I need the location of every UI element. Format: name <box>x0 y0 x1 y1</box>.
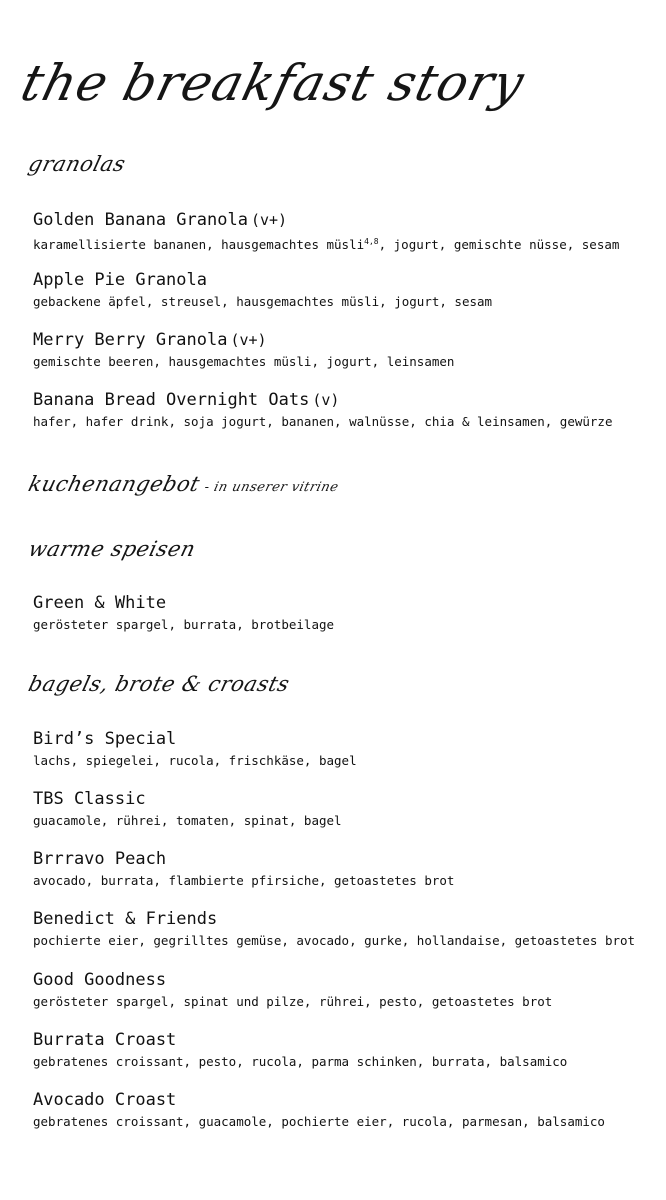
menu-item-benedict-and-friends <box>33 909 635 950</box>
item-desc: pochierte eier, gegrilltes gemüse, avocado, gurke, hollandaise, getoastetes brot <box>33 933 636 948</box>
item-name: Apple Pie Granola <box>33 270 207 290</box>
section-heading-bagels: bagels, brote & croasts <box>26 672 293 696</box>
item-name: Burrata Croast <box>33 1030 177 1050</box>
item-name: Golden Banana Granola <box>33 210 248 230</box>
item-name: Good Goodness <box>33 970 167 990</box>
item-name: Merry Berry Granola <box>33 330 228 350</box>
item-tag: (v) <box>312 391 340 409</box>
section-heading-granolas: granolas <box>26 152 129 176</box>
item-desc: gebratenes croissant, pesto, rucola, parma schinken, burrata, balsamico <box>33 1054 568 1069</box>
menu-item-golden-banana-granola <box>33 210 619 254</box>
menu-item-merry-berry-granola <box>33 330 454 371</box>
menu-item-avocado-croast <box>33 1090 605 1131</box>
menu-item-burrata-croast <box>33 1030 567 1071</box>
menu-item-tbs-classic <box>33 789 342 830</box>
menu-item-banana-bread-overnight-oats <box>33 390 612 431</box>
item-desc: gerösteter spargel, spinat und pilze, rührei, pesto, getoastetes brot <box>33 994 553 1009</box>
section-heading-kuchenangebot <box>26 472 342 496</box>
item-desc: hafer, hafer drink, soja jogurt, bananen, walnüsse, chia & leinsamen, gewürze <box>33 414 613 429</box>
item-desc: karamellisierte bananen, hausgemachtes müsli <box>33 237 365 252</box>
item-desc: gerösteter spargel, burrata, brotbeilage <box>33 617 335 632</box>
item-desc: guacamole, rührei, tomaten, spinat, bagel <box>33 813 342 828</box>
menu-item-green-and-white <box>33 593 334 634</box>
menu-item-good-goodness <box>33 970 552 1011</box>
section-heading-warme-speisen: warme speisen <box>26 537 199 561</box>
menu-title: the breakfast story <box>15 54 531 112</box>
item-desc: gebratenes croissant, guacamole, pochierte eier, rucola, parmesan, balsamico <box>33 1114 605 1129</box>
item-name: Brrravo Peach <box>33 849 167 869</box>
item-tag: (v+) <box>250 211 288 229</box>
item-name: Green & White <box>33 593 167 613</box>
item-desc: lachs, spiegelei, rucola, frischkäse, bagel <box>33 753 357 768</box>
allergen-note: 4,8 <box>364 237 379 246</box>
section-note: - in unserer vitrine <box>202 480 341 495</box>
item-name: Benedict & Friends <box>33 909 218 929</box>
menu-item-apple-pie-granola <box>33 270 492 311</box>
item-desc-rest: , jogurt, gemischte nüsse, sesam <box>378 237 620 252</box>
item-name: Bird’s Special <box>33 729 177 749</box>
item-name: TBS Classic <box>33 789 146 809</box>
item-desc: avocado, burrata, flambierte pfirsiche, getoastetes brot <box>33 873 455 888</box>
item-name: Avocado Croast <box>33 1090 177 1110</box>
item-name: Banana Bread Overnight Oats <box>33 390 310 410</box>
section-title: kuchenangebot <box>26 472 203 496</box>
item-desc: gebackene äpfel, streusel, hausgemachtes müsli, jogurt, sesam <box>33 294 493 309</box>
menu-item-brrravo-peach <box>33 849 454 890</box>
item-tag: (v+) <box>230 331 267 349</box>
item-desc: gemischte beeren, hausgemachtes müsli, jogurt, leinsamen <box>33 354 455 369</box>
menu-item-birds-special <box>33 729 357 770</box>
